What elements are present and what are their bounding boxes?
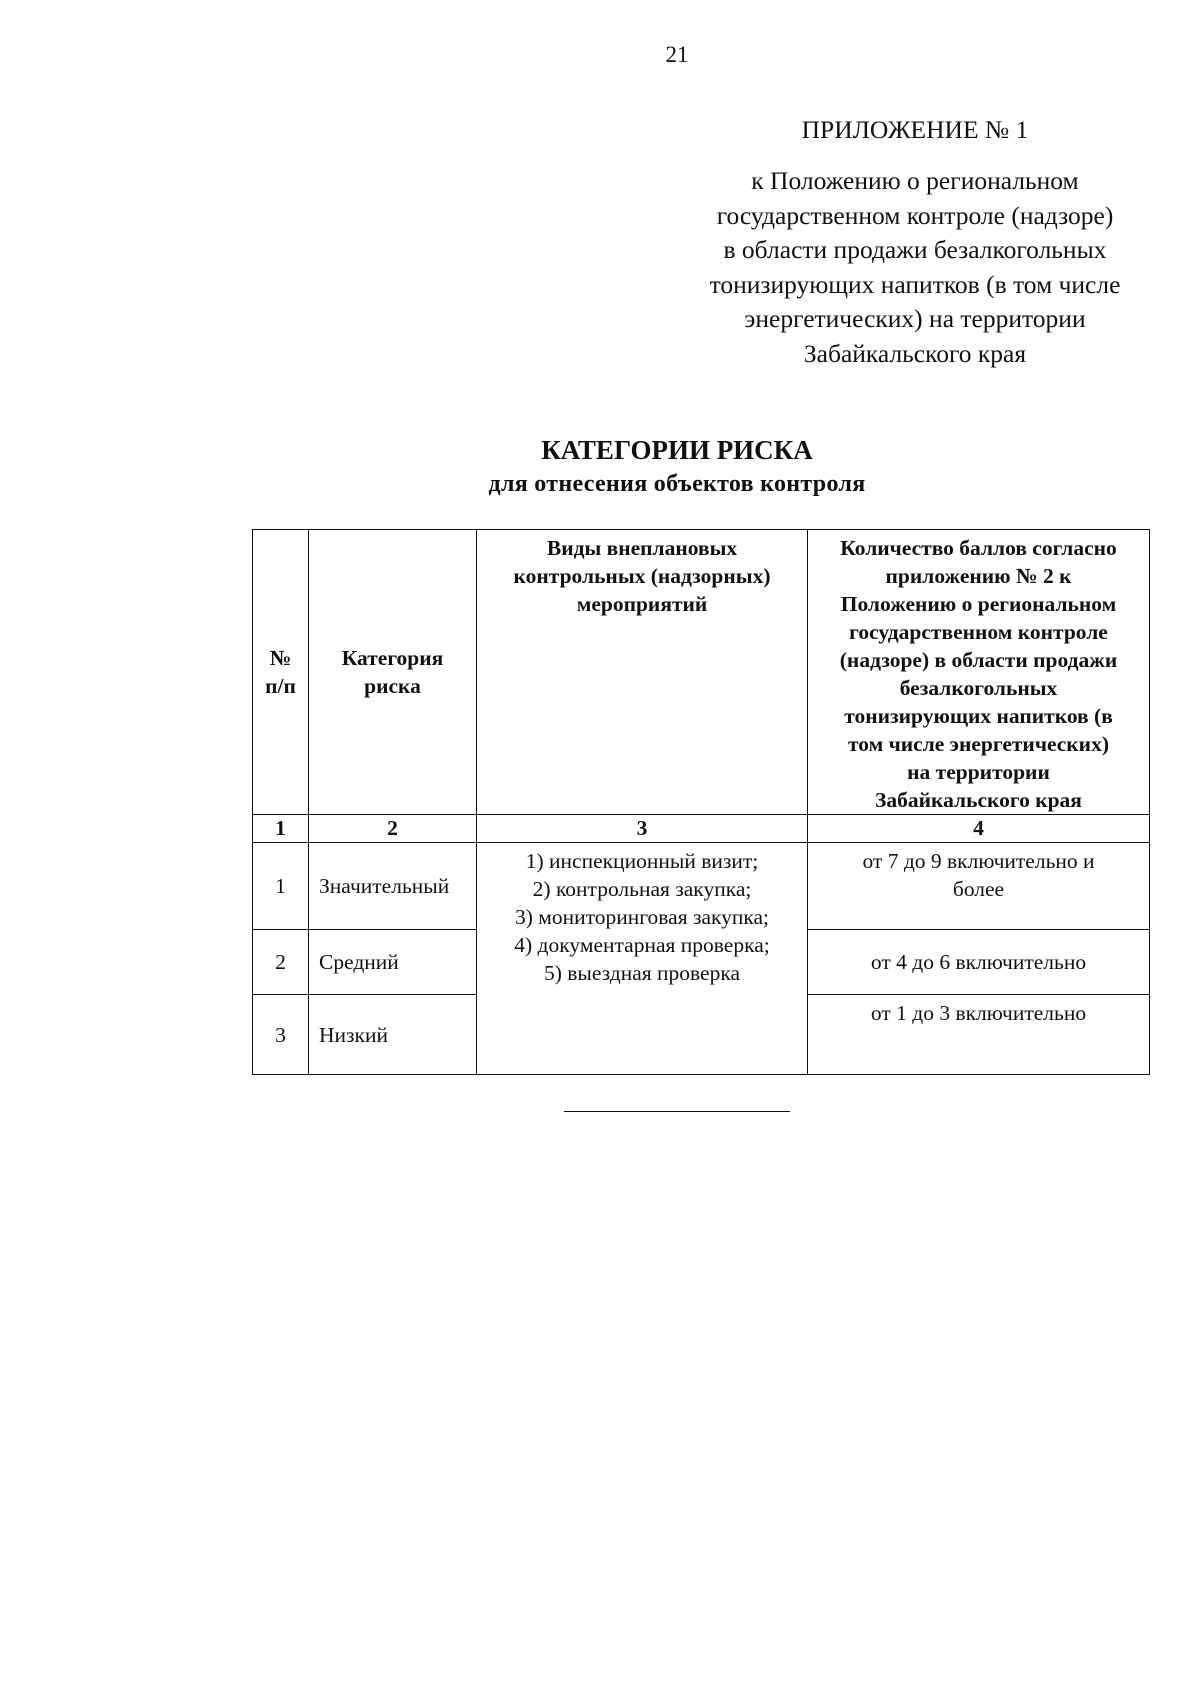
row-category: Низкий <box>309 995 477 1075</box>
page-number: 21 <box>665 42 689 67</box>
document-subtitle: для отнесения объектов контроля <box>488 471 866 497</box>
activity-item: 3) мониторинговая закупка; <box>514 905 770 929</box>
row-points-line: более <box>952 877 1005 901</box>
activity-item: 4) документарная проверка; <box>514 933 770 957</box>
row-category: Значительный <box>309 843 477 930</box>
activities-list <box>477 843 808 1075</box>
risk-categories-table <box>252 529 1150 1075</box>
row-number: 1 <box>253 843 309 930</box>
column-number: 4 <box>808 815 1150 843</box>
row-points <box>808 995 1150 1075</box>
row-category: Средний <box>309 930 477 995</box>
header-points-line: на территории <box>907 760 1050 784</box>
row-points-line: от 4 до 6 включительно <box>870 950 1087 974</box>
header-number-line: № <box>269 646 292 670</box>
header-number <box>253 530 309 815</box>
column-number: 1 <box>253 815 309 843</box>
header-points-line: приложению № 2 к <box>885 564 1072 588</box>
closing-rule <box>564 1111 790 1112</box>
header-category-line: Категория <box>341 646 444 670</box>
column-number: 2 <box>309 815 477 843</box>
column-number-row <box>253 815 1150 843</box>
header-category <box>309 530 477 815</box>
activity-item: 5) выездная проверка <box>543 961 741 985</box>
table-row <box>253 843 1150 930</box>
appendix-reference <box>688 164 1142 371</box>
document-title: КАТЕГОРИИ РИСКА <box>541 435 813 465</box>
row-points-line: от 7 до 9 включительно и <box>862 849 1095 873</box>
header-points-line: Забайкальского края <box>875 788 1082 812</box>
appendix-line: Забайкальского края <box>803 338 1027 368</box>
header-points-line: том числе энергетических) <box>848 732 1109 756</box>
header-activities-line: мероприятий <box>576 592 708 616</box>
column-number: 3 <box>477 815 808 843</box>
appendix-line: к Положению о региональном <box>751 166 1079 195</box>
appendix-line: в области продажи безалкогольных <box>723 235 1107 264</box>
header-activities-line: Виды внеплановых <box>546 536 738 560</box>
header-points-line: безалкогольных <box>899 676 1058 700</box>
header-points-line: тонизирующих напитков (в <box>844 704 1113 728</box>
row-points <box>808 930 1150 995</box>
appendix-title: ПРИЛОЖЕНИЕ № 1 <box>801 115 1029 144</box>
header-points-line: Количество баллов согласно <box>840 536 1117 560</box>
activity-item: 2) контрольная закупка; <box>532 877 752 901</box>
table-header-row <box>253 530 1150 815</box>
header-points <box>808 530 1150 815</box>
appendix-line: тонизирующих напитков (в том числе <box>709 269 1121 299</box>
activity-item: 1) инспекционный визит; <box>525 849 759 873</box>
appendix-line: государственном контроле (надзоре) <box>716 200 1114 230</box>
header-number-line: п/п <box>265 674 296 698</box>
row-points <box>808 843 1150 930</box>
header-activities-line: контрольных (надзорных) <box>513 564 771 588</box>
row-points-line: от 1 до 3 включительно <box>870 1001 1087 1025</box>
header-points-line: (надзоре) в области продажи <box>839 648 1118 672</box>
row-number: 2 <box>253 930 309 995</box>
row-number: 3 <box>253 995 309 1075</box>
header-category-line: риска <box>364 674 421 698</box>
header-points-line: государственном контроле <box>849 620 1108 644</box>
header-activities <box>477 530 808 815</box>
appendix-line: энергетических) на территории <box>744 304 1086 333</box>
header-points-line: Положению о региональном <box>840 592 1117 616</box>
